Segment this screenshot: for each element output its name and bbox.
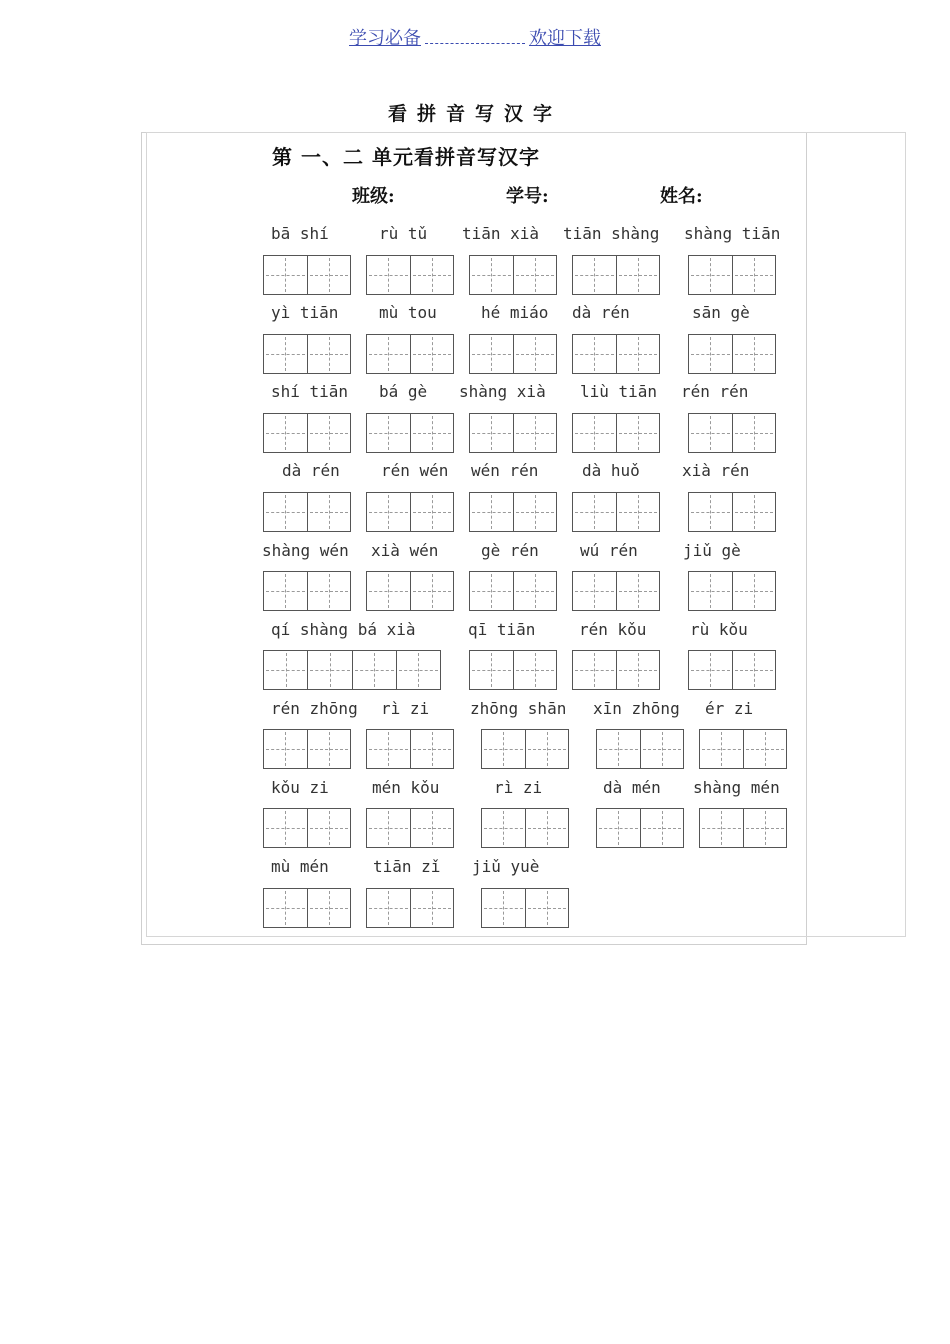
pinyin-label: mén kǒu — [372, 778, 440, 797]
class-label: 班级: — [352, 186, 395, 207]
writing-box[interactable] — [481, 729, 569, 769]
writing-box[interactable] — [263, 571, 351, 611]
pinyin-label: shàng xià — [459, 382, 546, 401]
writing-box[interactable] — [688, 650, 776, 690]
writing-box[interactable] — [469, 571, 557, 611]
writing-box[interactable] — [596, 808, 684, 848]
pinyin-label: shàng wén — [262, 541, 349, 560]
document-title: 看拼音写汉字 — [387, 103, 562, 125]
pinyin-label: wén rén — [471, 461, 539, 480]
writing-box[interactable] — [688, 334, 776, 374]
writing-box[interactable] — [572, 413, 660, 453]
pinyin-label: sān gè — [692, 303, 750, 322]
student-number-label: 学号: — [506, 186, 549, 207]
writing-box[interactable] — [469, 255, 557, 295]
pinyin-label: shí tiān — [271, 382, 349, 401]
pinyin-label: jiǔ yuè — [472, 857, 540, 876]
writing-box[interactable] — [572, 571, 660, 611]
writing-box[interactable] — [469, 334, 557, 374]
writing-box[interactable] — [572, 492, 660, 532]
pinyin-label: rù tǔ — [379, 224, 428, 243]
writing-box[interactable] — [596, 729, 684, 769]
writing-box[interactable] — [263, 334, 351, 374]
pinyin-label: dà huǒ — [582, 461, 640, 480]
writing-box[interactable] — [699, 729, 787, 769]
pinyin-label: bá gè — [379, 382, 428, 401]
writing-box[interactable] — [263, 808, 351, 848]
pinyin-label: rén zhōng — [271, 699, 358, 718]
pinyin-label: dà mén — [603, 778, 661, 797]
writing-box[interactable] — [366, 571, 454, 611]
writing-box[interactable] — [263, 413, 351, 453]
name-label: 姓名: — [660, 186, 703, 207]
pinyin-label: bā shí — [271, 224, 329, 243]
header-divider — [425, 29, 525, 44]
writing-box[interactable] — [366, 334, 454, 374]
pinyin-label: mù tou — [379, 303, 437, 322]
pinyin-label: rì zi — [381, 699, 430, 718]
worksheet-title: 第 一、二 单元看拼音写汉字 — [272, 145, 540, 169]
pinyin-label: tiān shàng — [563, 224, 660, 243]
writing-box[interactable] — [699, 808, 787, 848]
writing-box[interactable] — [572, 255, 660, 295]
writing-box[interactable] — [481, 808, 569, 848]
writing-box[interactable] — [263, 888, 351, 928]
writing-box[interactable] — [263, 492, 351, 532]
pinyin-label: qī tiān — [468, 620, 536, 639]
writing-box[interactable] — [469, 492, 557, 532]
pinyin-label: ér zi — [705, 699, 754, 718]
pinyin-label: tiān xià — [462, 224, 540, 243]
writing-box[interactable] — [366, 729, 454, 769]
writing-box[interactable] — [366, 492, 454, 532]
writing-box[interactable] — [366, 413, 454, 453]
header-left-text: 学习必备 — [349, 28, 421, 49]
writing-box[interactable] — [688, 255, 776, 295]
writing-box[interactable] — [366, 255, 454, 295]
pinyin-label: xià rén — [682, 461, 750, 480]
header-right-text: 欢迎下载 — [529, 28, 601, 49]
pinyin-label: rén rén — [681, 382, 749, 401]
pinyin-label: dà rén — [572, 303, 630, 322]
writing-box[interactable] — [688, 571, 776, 611]
writing-box[interactable] — [469, 650, 557, 690]
pinyin-label: rù kǒu — [690, 620, 748, 639]
pinyin-label: rì zi — [494, 778, 543, 797]
pinyin-label: hé miáo — [481, 303, 549, 322]
pinyin-label: gè rén — [481, 541, 539, 560]
writing-box[interactable] — [481, 888, 569, 928]
writing-box[interactable] — [572, 650, 660, 690]
pinyin-label: shàng mén — [693, 778, 780, 797]
writing-box[interactable] — [366, 888, 454, 928]
pinyin-label: wú rén — [580, 541, 638, 560]
pinyin-label: jiǔ gè — [683, 541, 741, 560]
writing-box[interactable] — [263, 650, 441, 690]
pinyin-label: rén kǒu — [579, 620, 647, 639]
pinyin-label: kǒu zi — [271, 778, 329, 797]
pinyin-label: xīn zhōng — [593, 699, 680, 718]
writing-box[interactable] — [469, 413, 557, 453]
pinyin-label: dà rén — [282, 461, 340, 480]
pinyin-label: liù tiān — [580, 382, 658, 401]
writing-box[interactable] — [572, 334, 660, 374]
pinyin-label: zhōng shān — [470, 699, 567, 718]
writing-box[interactable] — [263, 729, 351, 769]
pinyin-label: rén wén — [381, 461, 449, 480]
writing-box[interactable] — [688, 413, 776, 453]
writing-box[interactable] — [263, 255, 351, 295]
page-header — [0, 24, 950, 50]
writing-box[interactable] — [366, 808, 454, 848]
pinyin-label: qí shàng bá xià — [271, 620, 416, 639]
pinyin-label: mù mén — [271, 857, 329, 876]
pinyin-label: shàng tiān — [684, 224, 781, 243]
writing-box[interactable] — [688, 492, 776, 532]
pinyin-label: xià wén — [371, 541, 439, 560]
pinyin-label: yì tiān — [271, 303, 339, 322]
pinyin-label: tiān zǐ — [373, 857, 441, 876]
